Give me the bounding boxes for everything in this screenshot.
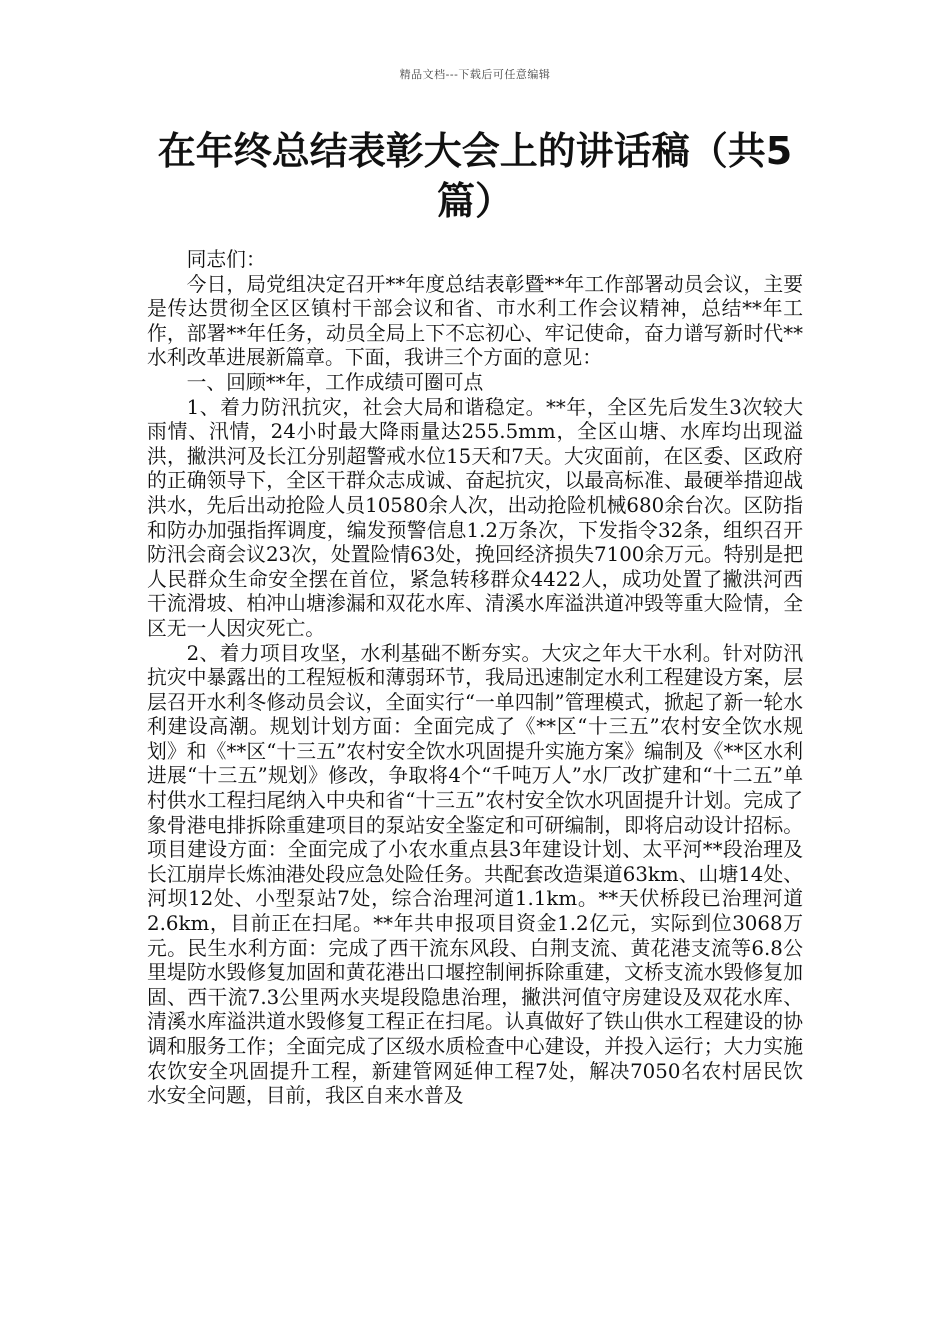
paragraph-flood-control: 1、着力防汛抗灾，社会大局和谐稳定。**年，全区先后发生3次较大雨情、汛情，24小时最大降雨量达255.5mm，全区山塘、水库均出现溢洪，撇洪河及长江分别超警戒水位15天和7天。大灾面前，在区委、区政府的正确领导下，全区干群众志成诚、奋起抗灾，以最高标准、最硬举措迎战洪水，先后出动抢险人员10580余人次，出动抢险机械680余台次。区防指和防办加强指挥调度，编发预警信息1.2万条次，下发指令32条，组织召开防汛会商会议23次，处置险情63处，挽回经济损失7100余万元。特别是把人民群众生命安全摆在首位，紧急转移群众4422人，成功处置了撇洪河西干流滑坡、柏冲山塘渗漏和双花水库、清溪水库溢洪道冲毁等重大险情，全区无一人因灾死亡。 (147, 395, 803, 640)
paragraph-intro: 今日，局党组决定召开**年度总结表彰暨**年工作部署动员会议，主要是传达贯彻全区区镇村干部会议和省、市水利工作会议精神，总结**年工作，部署**年任务，动员全局上下不忘初心、牢记使命，奋力谱写新时代**水利改革进展新篇章。下面，我讲三个方面的意见： (147, 272, 803, 370)
salutation: 同志们： (186, 248, 266, 271)
document-title: 在年终总结表彰大会上的讲话稿（共5篇） (157, 129, 793, 223)
section-heading: 一、回顾**年，工作成绩可圈可点 (186, 370, 484, 394)
document-body (147, 248, 803, 1109)
paragraph-project-construction: 2、着力项目攻坚，水利基础不断夯实。大灾之年大干水利。针对防汛抗灾中暴露出的工程短板和薄弱环节，我局迅速制定水利工程建设方案，层层召开水利冬修动员会议，全面实行“一单四制”管理模式，掀起了新一轮水利建设高潮。规划计划方面：全面完成了《**区“十三五”农村安全饮水规划》和《**区“十三五”农村安全饮水巩固提升实施方案》编制及《**区水利进展“十三五”规划》修改，争取将4个“千吨万人”水厂改扩建和“十二五”单村供水工程扫尾纳入中央和省“十三五”农村安全饮水巩固提升计划。完成了象骨港电排拆除重建项目的泵站安全鉴定和可研编制，即将启动设计招标。项目建设方面：全面完成了小农水重点县3年建设计划、太平河**段治理及长江崩岸长炼油港处段应急处险任务。共配套改造渠道63km、山塘14处、河坝12处、小型泵站7处，综合治理河道1.1km。**天伏桥段已治理河道2.6km，目前正在扫尾。**年共申报项目资金1.2亿元，实际到位3068万元。民生水利方面：完成了西干流东风段、白荆支流、黄花港支流等6.8公里堤防水毁修复加固和黄花港出口堰控制闸拆除重建，文桥支流水毁修复加固、西干流7.3公里两水夹堤段隐患治理，撇洪河值守房建设及双花水库、清溪水库溢洪道水毁修复工程正在扫尾。认真做好了铁山供水工程建设的协调和服务工作；全面完成了区级水质检查中心建设，并投入运行；大力实施农饮安全巩固提升工程，新建管网延伸工程7处，解决7050名农村居民饮水安全问题，目前，我区自来水普及 (147, 641, 803, 1108)
header-note: 精品文档---下载后可任意编辑 (399, 68, 551, 81)
